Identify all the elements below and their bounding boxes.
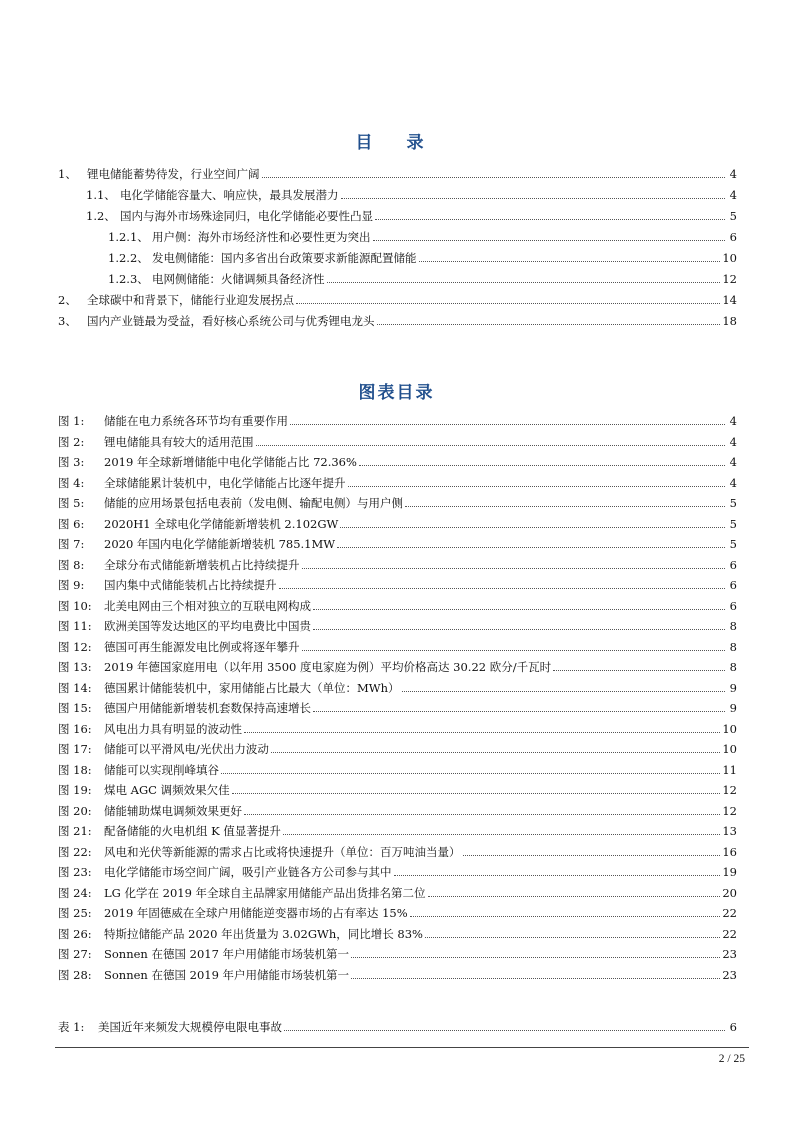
figure-entry-number: 图 2: xyxy=(58,434,85,449)
figure-entry-number: 图 23: xyxy=(58,865,92,879)
figure-entry-leader-dots xyxy=(428,896,721,897)
figure-entry-number: 图 15: xyxy=(58,701,92,715)
figure-entry-title: 电化学储能市场空间广阔，吸引产业链各方公司参与其中 xyxy=(104,865,392,879)
figure-entry-leader-dots xyxy=(302,650,726,651)
figure-entry-leader-dots xyxy=(425,937,720,938)
figure-entry-leader-dots xyxy=(410,916,721,917)
toc-entry-leader-dots xyxy=(419,261,721,262)
figure-entry-title: Sonnen 在德国 2017 年户用储能市场装机第一 xyxy=(104,947,350,961)
toc-entry-number: 1.2.3、 xyxy=(108,272,149,286)
toc-title: 目 录 xyxy=(355,133,438,153)
toc-entry-page: 14 xyxy=(722,293,737,307)
figure-entry-number: 图 12: xyxy=(58,639,92,654)
figure-entry[interactable] xyxy=(58,494,737,510)
figure-entry[interactable] xyxy=(58,576,737,592)
figure-entry-title: 风电和光伏等新能源的需求占比或将快速提升（单位：百万吨油当量） xyxy=(104,844,461,859)
toc-entry[interactable] xyxy=(86,207,737,223)
figure-entry[interactable] xyxy=(58,617,737,633)
toc-entry-number: 1.2.1、 xyxy=(108,230,149,244)
figure-entry[interactable] xyxy=(58,966,737,982)
toc-entry-number: 1.2.2、 xyxy=(108,251,149,265)
figure-entry-leader-dots xyxy=(244,814,720,815)
figure-entry-title: 储能在电力系统各环节均有重要作用 xyxy=(104,414,288,428)
figure-entry-title: 特斯拉储能产品 2020 年出货量为 3.02GWh，同比增长 83% xyxy=(104,926,423,941)
figure-entry[interactable] xyxy=(58,863,737,879)
toc-entry-title: 发电侧储能：国内多省出台政策要求新能源配置储能 xyxy=(152,251,417,265)
toc-entry-leader-dots xyxy=(327,282,721,283)
figure-list-title: 图表目录 xyxy=(358,383,435,403)
toc-entry-title: 全球碳中和背景下，储能行业迎发展拐点 xyxy=(87,293,294,307)
toc-entry-page: 4 xyxy=(729,167,737,181)
figure-entry-page: 8 xyxy=(729,619,737,633)
figure-entry-page: 16 xyxy=(722,844,737,859)
figure-entry-title: 2019 年全球新增储能中电化学储能占比 72.36% xyxy=(104,455,357,469)
figure-entry-title: 储能可以实现削峰填谷 xyxy=(104,762,219,777)
toc-entry-title: 电网侧储能：火储调频具备经济性 xyxy=(152,272,325,286)
figure-entry-leader-dots xyxy=(290,424,725,425)
toc-entry-title: 电化学储能容量大、响应快，最具发展潜力 xyxy=(120,188,339,202)
toc-entry-leader-dots xyxy=(296,303,720,304)
figure-entry-title: 锂电储能具有较大的适用范围 xyxy=(104,434,254,449)
figure-entry[interactable] xyxy=(58,925,737,941)
figure-entry-page: 10 xyxy=(722,742,737,756)
figure-entry-title: 国内集中式储能装机占比持续提升 xyxy=(104,578,277,592)
figure-entry[interactable] xyxy=(58,720,737,736)
toc-entry-leader-dots xyxy=(373,240,726,241)
figure-entry-page: 4 xyxy=(729,455,737,469)
figure-entry-title: 全球储能累计装机中，电化学储能占比逐年提升 xyxy=(104,475,346,490)
figure-entry-title: Sonnen 在德国 2019 年户用储能市场装机第一 xyxy=(104,967,350,982)
table-entry[interactable] xyxy=(58,1018,737,1034)
figure-entry-page: 22 xyxy=(722,906,737,920)
figure-entry-page: 6 xyxy=(729,557,737,572)
figure-entry-leader-dots xyxy=(313,629,725,630)
figure-entry-page: 23 xyxy=(722,967,737,982)
figure-entry-page: 12 xyxy=(722,803,737,818)
figure-entry[interactable] xyxy=(58,638,737,654)
figure-entry-page: 10 xyxy=(722,721,737,736)
figure-entry-leader-dots xyxy=(256,445,726,446)
figure-entry-title: 全球分布式储能新增装机占比持续提升 xyxy=(104,557,300,572)
figure-entry-title: 2020H1 全球电化学储能新增装机 2.102GW xyxy=(104,516,339,531)
figure-entry[interactable] xyxy=(58,740,737,756)
figure-entry[interactable] xyxy=(58,945,737,961)
figure-entry-title: 欧洲美国等发达地区的平均电费比中国贵 xyxy=(104,619,311,633)
toc-entry-page: 6 xyxy=(729,230,737,244)
figure-entry-page: 23 xyxy=(722,947,737,961)
toc-entry-page: 10 xyxy=(722,251,737,265)
figure-entry-page: 8 xyxy=(729,639,737,654)
toc-entry-leader-dots xyxy=(377,324,721,325)
toc-entry-title: 锂电储能蓄势待发，行业空间广阔 xyxy=(87,167,260,181)
figure-entry-number: 图 24: xyxy=(58,885,92,900)
figure-entry-number: 图 8: xyxy=(58,557,85,572)
figure-entry-number: 图 5: xyxy=(58,496,85,510)
figure-entry[interactable] xyxy=(58,412,737,428)
figure-entry[interactable] xyxy=(58,843,737,859)
figure-entry-page: 4 xyxy=(729,475,737,490)
figure-entry-page: 6 xyxy=(729,578,737,592)
figure-entry-title: LG 化学在 2019 年全球自主品牌家用储能产品出货排名第二位 xyxy=(104,885,426,900)
figure-entry-number: 图 3: xyxy=(58,455,85,469)
figure-entry[interactable] xyxy=(58,453,737,469)
figure-entry-number: 图 7: xyxy=(58,537,85,551)
toc-entry[interactable] xyxy=(108,249,737,265)
figure-entry-number: 图 19: xyxy=(58,783,92,797)
toc-entry[interactable] xyxy=(86,186,737,202)
figure-entry-number: 图 25: xyxy=(58,906,92,920)
figure-entry-title: 储能辅助煤电调频效果更好 xyxy=(104,803,242,818)
figure-entry-leader-dots xyxy=(302,568,726,569)
table-entry-leader-dots xyxy=(284,1030,725,1031)
figure-entry-number: 图 26: xyxy=(58,926,92,941)
figure-entry-leader-dots xyxy=(340,527,725,528)
toc-entry-number: 3、 xyxy=(58,314,77,328)
figure-entry[interactable] xyxy=(58,781,737,797)
figure-entry-page: 4 xyxy=(729,434,737,449)
toc-entry-title: 国内与海外市场殊途同归，电化学储能必要性凸显 xyxy=(120,209,373,223)
figure-entry-number: 图 11: xyxy=(58,619,92,633)
figure-entry-page: 5 xyxy=(729,516,737,531)
figure-entry-title: 风电出力具有明显的波动性 xyxy=(104,721,242,736)
toc-entry[interactable] xyxy=(108,228,737,244)
toc-entry-leader-dots xyxy=(262,177,726,178)
figure-entry-title: 德国户用储能新增装机套数保持高速增长 xyxy=(104,701,311,715)
figure-entry[interactable] xyxy=(58,474,737,490)
toc-entry[interactable] xyxy=(58,291,737,307)
toc-entry[interactable] xyxy=(58,165,737,181)
toc-entry[interactable] xyxy=(108,270,737,286)
figure-entry[interactable] xyxy=(58,904,737,920)
figure-entry[interactable] xyxy=(58,699,737,715)
figure-entry-page: 8 xyxy=(729,660,737,674)
toc-entry[interactable] xyxy=(58,312,737,328)
figure-entry-leader-dots xyxy=(283,834,720,835)
figure-entry-page: 9 xyxy=(729,680,737,695)
figure-entry[interactable] xyxy=(58,679,737,695)
figure-entry-number: 图 22: xyxy=(58,844,92,859)
figure-entry-number: 图 28: xyxy=(58,967,92,982)
figure-entry-number: 图 10: xyxy=(58,598,92,613)
figure-entry-leader-dots xyxy=(553,670,725,671)
figure-entry[interactable] xyxy=(58,597,737,613)
figure-entry-leader-dots xyxy=(463,855,721,856)
figure-entry-page: 5 xyxy=(729,537,737,551)
figure-entry-number: 图 21: xyxy=(58,824,92,838)
figure-entry-leader-dots xyxy=(394,875,721,876)
figure-entry-leader-dots xyxy=(313,609,725,610)
figure-entry-title: 德国可再生能源发电比例或将逐年攀升 xyxy=(104,639,300,654)
figure-entry[interactable] xyxy=(58,556,737,572)
figure-entry-title: 煤电 AGC 调频效果欠佳 xyxy=(104,783,230,797)
figure-entry-page: 19 xyxy=(722,865,737,879)
toc-entry-number: 2、 xyxy=(58,293,77,307)
figure-entry-number: 图 9: xyxy=(58,578,85,592)
figure-entry-leader-dots xyxy=(337,547,725,548)
figure-entry-leader-dots xyxy=(279,588,726,589)
figure-entry-leader-dots xyxy=(313,711,725,712)
figure-entry-number: 图 27: xyxy=(58,947,92,961)
toc-entry-number: 1、 xyxy=(58,167,77,181)
figure-entry-page: 22 xyxy=(722,926,737,941)
figure-entry[interactable] xyxy=(58,515,737,531)
figure-entry-leader-dots xyxy=(402,691,726,692)
figure-entry-page: 13 xyxy=(722,824,737,838)
toc-entry-title: 国内产业链最为受益，看好核心系统公司与优秀锂电龙头 xyxy=(87,314,375,328)
figure-entry-page: 9 xyxy=(729,701,737,715)
figure-entry-page: 6 xyxy=(729,598,737,613)
toc-entry-page: 12 xyxy=(722,272,737,286)
figure-entry-title: 2019 年德国家庭用电（以年用 3500 度电家庭为例）平均价格高达 30.22 欧分/千瓦时 xyxy=(104,660,552,674)
toc-entry-page: 5 xyxy=(729,209,737,223)
figure-entry-number: 图 18: xyxy=(58,762,92,777)
figure-entry[interactable] xyxy=(58,433,737,449)
figure-entry-number: 图 14: xyxy=(58,680,92,695)
figure-entry-title: 德国累计储能装机中，家用储能占比最大（单位：MWh） xyxy=(104,680,400,695)
figure-entry[interactable] xyxy=(58,822,737,838)
figure-entry-leader-dots xyxy=(244,732,720,733)
toc-entry-page: 18 xyxy=(722,314,737,328)
figure-entry-number: 图 16: xyxy=(58,721,92,736)
toc-entry-number: 1.1、 xyxy=(86,188,116,202)
figure-entry-title: 储能可以平滑风电/光伏出力波动 xyxy=(104,742,269,756)
figure-entry-page: 4 xyxy=(729,414,737,428)
figure-entry[interactable] xyxy=(58,884,737,900)
figure-entry-number: 图 1: xyxy=(58,414,85,428)
toc-entry-leader-dots xyxy=(375,219,725,220)
figure-entry-page: 12 xyxy=(722,783,737,797)
toc-entry-number: 1.2、 xyxy=(86,209,116,223)
figure-entry-page: 11 xyxy=(722,762,737,777)
figure-entry[interactable] xyxy=(58,535,737,551)
figure-entry-page: 20 xyxy=(722,885,737,900)
figure-entry-leader-dots xyxy=(351,978,720,979)
figure-entry[interactable] xyxy=(58,761,737,777)
page-number: 2 / 25 xyxy=(718,1053,745,1065)
figure-entry-leader-dots xyxy=(232,793,721,794)
figure-entry-title: 储能的应用场景包括电表前（发电侧、输配电侧）与用户侧 xyxy=(104,496,403,510)
figure-entry-page: 5 xyxy=(729,496,737,510)
figure-entry-leader-dots xyxy=(348,486,726,487)
toc-entry-title: 用户侧：海外市场经济性和必要性更为突出 xyxy=(152,230,371,244)
figure-entry[interactable] xyxy=(58,658,737,674)
toc-entry-leader-dots xyxy=(341,198,726,199)
figure-entry-leader-dots xyxy=(351,957,720,958)
figure-entry-leader-dots xyxy=(359,465,725,466)
figure-entry-leader-dots xyxy=(405,506,725,507)
figure-entry-number: 图 17: xyxy=(58,742,92,756)
figure-entry-number: 图 20: xyxy=(58,803,92,818)
figure-entry-leader-dots xyxy=(271,752,720,753)
footer-divider xyxy=(55,1047,749,1048)
figure-entry-leader-dots xyxy=(221,773,720,774)
toc-entry-page: 4 xyxy=(729,188,737,202)
figure-entry-number: 图 4: xyxy=(58,475,85,490)
figure-entry-title: 北美电网由三个相对独立的互联电网构成 xyxy=(104,598,311,613)
figure-entry[interactable] xyxy=(58,802,737,818)
figure-entry-title: 2019 年固德威在全球户用储能逆变器市场的占有率达 15% xyxy=(104,906,408,920)
table-entry-page: 6 xyxy=(729,1020,737,1034)
figure-entry-title: 2020 年国内电化学储能新增装机 785.1MW xyxy=(104,537,336,551)
table-entry-number: 表 1: xyxy=(58,1020,85,1034)
figure-entry-number: 图 13: xyxy=(58,660,92,674)
table-entry-title: 美国近年来频发大规模停电限电事故 xyxy=(98,1020,282,1034)
figure-entry-number: 图 6: xyxy=(58,516,85,531)
figure-entry-title: 配备储能的火电机组 K 值显著提升 xyxy=(104,824,281,838)
